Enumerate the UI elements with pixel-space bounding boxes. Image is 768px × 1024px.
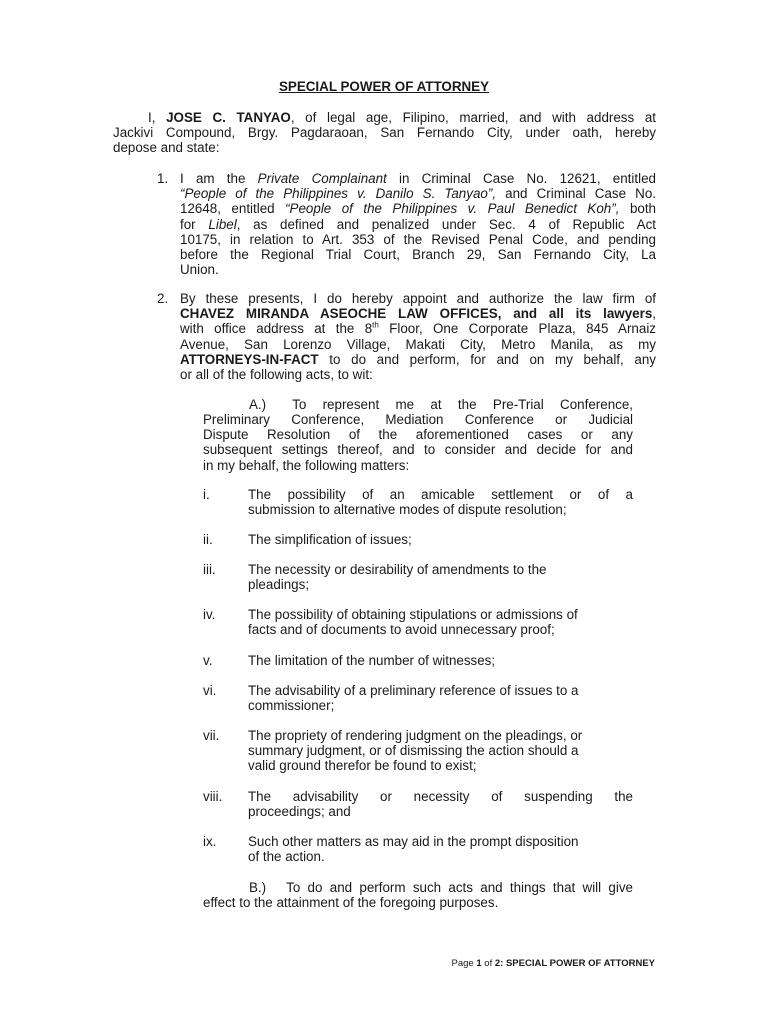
sub-paragraph-b-cont: effect to the attainment of the foregoing purposes. [203, 895, 499, 910]
list-item: The limitation of the number of witnesses; [248, 653, 496, 668]
para1-body: I am the Private Complainant in Criminal Case No. 12621, entitled “People of the Philippines v. Danilo S. Tanyao”, and Criminal Case No. 12648, entitled “People of the Philippines v. Paul Benedict Koh”, both for Libel, as defined and penalized under Sec. 4 of Republic Act 10175, in relation to Art. 353 of the Revised Penal Code, and pending before the Regional Trial Court, Branch 29, San Fernando City, La Union. [180, 171, 656, 278]
sub-paragraph-b: B.) To do and perform such acts and things that will give [249, 880, 633, 895]
list-item: The possibility of an amicable settlement or of a submission to alternative modes of dispute resolution; [248, 487, 633, 518]
sub-paragraph-a-cont: Preliminary Conference, Mediation Conference or Judicial Dispute Resolution of the aforementioned cases or any subsequent settings thereof, and to consider and decide for and in my behalf, the following matters: [203, 412, 633, 473]
item-number: ix. [203, 834, 217, 849]
intro-paragraph-cont: Jackivi Compound, Brgy. Pagdaraoan, San Fernando City, under oath, hereby depose and state: [113, 125, 656, 156]
item-number: iii. [203, 562, 216, 577]
item-number: i. [203, 487, 210, 502]
page-footer: Page 1 of 2: SPECIAL POWER OF ATTORNEY [451, 958, 655, 969]
footer-label: : SPECIAL POWER OF ATTORNEY [500, 958, 655, 969]
para2-number: 2. [157, 291, 169, 306]
intro-paragraph: I, JOSE C. TANYAO, of legal age, Filipino, married, and with address at [148, 110, 656, 125]
affiant-name: JOSE C. TANYAO [166, 110, 291, 125]
attorneys-in-fact: ATTORNEYS-IN-FACT [180, 351, 319, 367]
list-item: The advisability or necessity of suspending the proceedings; and [248, 789, 633, 820]
para2-body: By these presents, I do hereby appoint and authorize the law firm of CHAVEZ MIRANDA ASEOCHE LAW OFFICES, and all its lawyers, with office address at the 8th Floor, One Corporate Plaza, 845 Arnaiz Avenue, San Lorenzo Village, Makati City, Metro Manila, as my ATTORNEYS-IN-FACT to do and perform, for and on my behalf, any or all of the following acts, to wit: [180, 291, 656, 383]
page-total: 2 [494, 958, 501, 969]
item-number: viii. [203, 789, 223, 804]
document-title: SPECIAL POWER OF ATTORNEY [278, 79, 490, 94]
item-number: vii. [203, 728, 220, 743]
para1-number: 1. [157, 171, 169, 186]
list-item: Such other matters as may aid in the prompt disposition of the action. [248, 834, 579, 865]
item-number: ii. [203, 532, 213, 547]
case-party-1: Danilo S. Tanyao [375, 186, 488, 202]
item-number: vi. [203, 683, 217, 698]
law-firm-name: CHAVEZ MIRANDA ASEOCHE LAW OFFICES [180, 306, 498, 322]
item-number: v. [203, 653, 213, 668]
item-number: iv. [203, 607, 216, 622]
case-party-2: Paul Benedict Koh [487, 201, 612, 217]
list-item: The advisability of a preliminary reference of issues to a commissioner; [248, 683, 579, 714]
sub-paragraph-a: A.) To represent me at the Pre-Trial Conference, [249, 397, 633, 412]
page-number: 1 [476, 958, 482, 969]
list-item: The simplification of issues; [248, 532, 412, 547]
list-item: The propriety of rendering judgment on the pleadings, or summary judgment, or of dismissing the action should a valid ground therefor be found to exist; [248, 728, 583, 774]
list-item: The necessity or desirability of amendments to the pleadings; [248, 562, 547, 593]
list-item: The possibility of obtaining stipulations or admissions of facts and of documents to avoid unnecessary proof; [248, 607, 578, 638]
